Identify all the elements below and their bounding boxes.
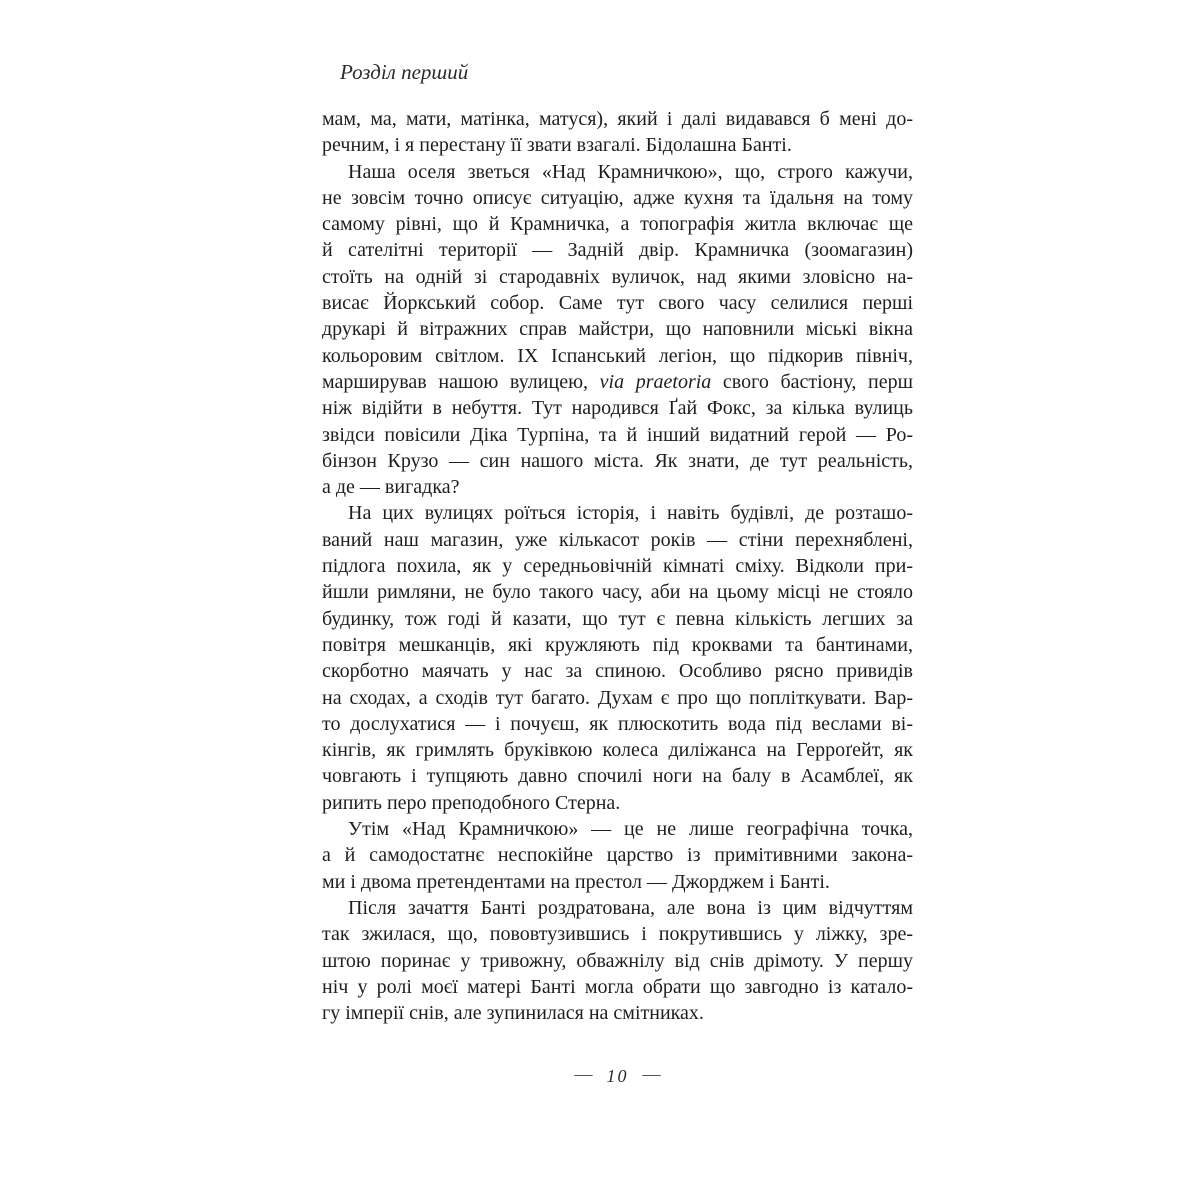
text-line: кольоровим світлом. IX Іспанський легіон, що підкорив північ, xyxy=(322,344,913,367)
paragraph xyxy=(322,816,913,895)
text-line: скорботно маячать у нас за спиною. Особливо рясно привидів xyxy=(322,660,913,683)
text-line: будинку, тож годі й казати, що тут є певна кількість легших за xyxy=(322,607,913,630)
page-text xyxy=(322,106,913,1026)
text-line: ніч у ролі моєї матері Банті могла обрати що завгодно із катало- xyxy=(322,975,913,998)
text-line: звідси повісили Діка Турпіна, та й інший видатний герой — Ро- xyxy=(322,423,913,446)
text-line: й сателітні території — Задній двір. Крамничка (зоомагазин) xyxy=(322,239,913,262)
text-line: на сходах, а сходів тут багато. Духам є про що попліткувати. Вар- xyxy=(322,686,913,709)
text-line: На цих вулицях роїться історія, і навіть будівлі, де розташо- xyxy=(348,502,913,525)
text-line: марширував нашою вулицею, via praetoria свого бастіону, перш xyxy=(322,370,914,393)
page-number: 10 xyxy=(606,1066,629,1086)
text-line: а де — вигадка? xyxy=(322,476,460,499)
text-line: Після зачаття Банті роздратована, але вона із цим відчуттям xyxy=(348,896,913,919)
text-line: Утім «Над Крамничкою» — це не лише географічна точка, xyxy=(348,818,913,841)
page-footer xyxy=(322,1066,913,1087)
text-line: ваний наш магазин, уже кількасот років — стіни перехняблені, xyxy=(322,528,913,551)
text-line: ми і двома претендентами на престол — Джорджем і Банті. xyxy=(322,870,830,893)
text-line: а й самодостатнє неспокійне царство із примітивними закона- xyxy=(322,844,913,867)
text-line: не зовсім точно описує ситуацію, адже кухня та їдальня на тому xyxy=(322,186,913,209)
page-number-dash-right: — xyxy=(642,1064,661,1084)
paragraph xyxy=(322,500,913,816)
text-line: підлога похила, як у середньовічній кімнаті сміху. Відколи при- xyxy=(322,555,913,578)
page-number-dash-left: — xyxy=(574,1064,593,1084)
text-line: то дослухатися — і почуєш, як плюскотить вода під веслами ві- xyxy=(322,712,913,735)
text-line: ніж відійти в небуття. Тут народився Ґай Фокс, за кілька вулиць xyxy=(322,397,913,420)
paragraph xyxy=(322,106,913,159)
text-line: рипить перо преподобного Стерна. xyxy=(322,791,621,814)
paragraph xyxy=(322,159,913,501)
text-line: речним, і я перестану її звати взагалі. Бідолашна Банті. xyxy=(322,134,792,157)
text-line: стоїть на одній зі стародавніх вуличок, над якими зловісно на- xyxy=(322,265,913,288)
text-line: висає Йоркський собор. Саме тут свого часу селилися перші xyxy=(322,292,913,315)
text-line: друкарі й вітражних справ майстри, що наповнили міські вікна xyxy=(322,318,913,341)
text-line: гу імперії снів, але зупинилася на смітниках. xyxy=(322,1002,704,1025)
text-line: повітря мешканців, які кружляють під кроквами та бантинами, xyxy=(322,633,913,656)
text-line: йшли римляни, не було такого часу, аби на цьому місці не стояло xyxy=(322,581,913,604)
text-line: самому рівні, що й Крамничка, а топографія житла включає ще xyxy=(322,213,913,236)
text-line: так зжилася, що, пововтузившись і покрутившись у ліжку, зре- xyxy=(322,923,913,946)
text-line: кінгів, як гримлять бруківкою колеса диліжанса на Герроґейт, як xyxy=(322,739,913,762)
paragraph xyxy=(322,895,913,1026)
text-line: штою поринає у тривожну, обважнілу від снів дрімоту. У першу xyxy=(322,949,913,972)
text-line: бінзон Крузо — син нашого міста. Як знати, де тут реальність, xyxy=(322,449,913,472)
text-line: Наша оселя зветься «Над Крамничкою», що, строго кажучи, xyxy=(348,160,913,183)
text-line: мам, ма, мати, матінка, матуся), який і далі видавався б мені до- xyxy=(322,108,913,130)
text-line: човгають і тупцяють давно спочилі ноги на балу в Асамблеї, як xyxy=(322,765,913,788)
chapter-header: Розділ перший xyxy=(340,60,469,84)
